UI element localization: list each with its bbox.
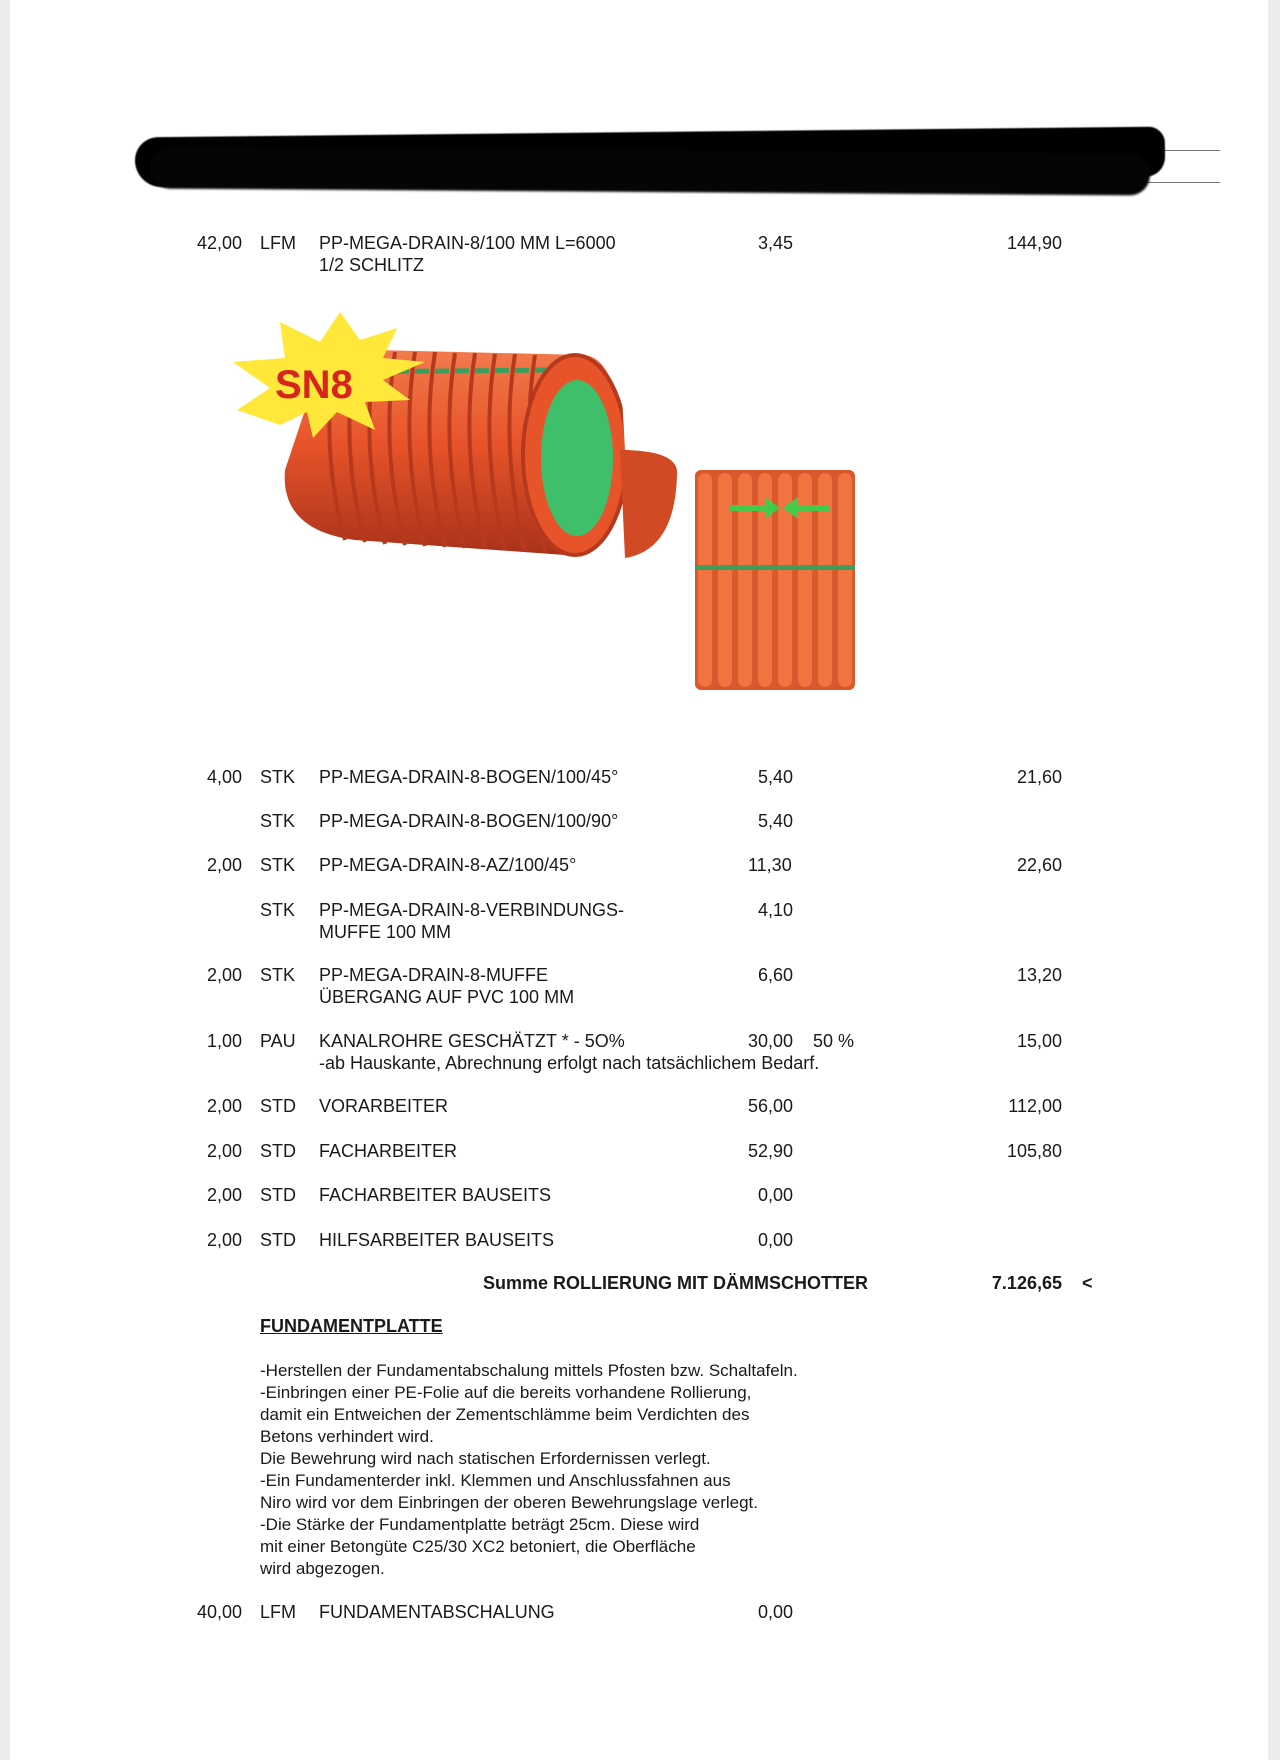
unit: PAU [260,1031,296,1051]
section-title: FUNDAMENTPLATTE [260,1316,443,1336]
qty: 2,00 [206,1141,242,1161]
description-line: mit einer Betongüte C25/30 XC2 betoniert, die Oberfläche [260,1537,696,1556]
unit: STD [260,1141,296,1161]
line-total: 22,60 [1016,855,1062,875]
unit-price: 0,00 [758,1230,794,1250]
unit: LFM [260,233,296,253]
description: PP-MEGA-DRAIN-8-BOGEN/100/45° [319,767,619,787]
unit-price: 30,00 [748,1031,794,1051]
sum-marker: < [1082,1273,1093,1293]
unit: LFM [260,1602,296,1622]
description-line-2: ÜBERGANG AUF PVC 100 MM [319,987,575,1007]
description-line: -Herstellen der Fundamentabschalung mittels Pfosten bzw. Schaltafeln. [260,1361,798,1380]
line-total: 15,00 [1016,1031,1062,1051]
description-line-2: MUFFE 100 MM [319,922,452,942]
qty: 40,00 [196,1602,242,1622]
description: PP-MEGA-DRAIN-8-BOGEN/100/90° [319,811,619,831]
pipe-joint-image [690,465,860,695]
section-description [260,1360,798,1580]
unit-price: 6,60 [758,965,794,985]
unit: STK [260,811,296,831]
discount-percent: 50 % [813,1031,855,1051]
line-total: 13,20 [1016,965,1062,985]
section-sum-value: 7.126,65 [991,1273,1062,1293]
qty: 2,00 [206,965,242,985]
line-total: 144,90 [1006,233,1062,253]
qty: 2,00 [206,1185,242,1205]
unit: STK [260,855,296,875]
unit: STK [260,900,296,920]
qty: 4,00 [206,767,242,787]
unit-price: 0,00 [758,1185,794,1205]
qty: 2,00 [206,1096,242,1116]
line-total: 105,80 [1006,1141,1062,1161]
description-line: -Einbringen einer PE-Folie auf die bereits vorhandene Rollierung, [260,1383,752,1402]
unit-price: 0,00 [758,1602,794,1622]
redaction-bar-shadow [150,147,1150,196]
description: PP-MEGA-DRAIN-8/100 MM L=6000 [319,233,616,253]
line-total: 112,00 [1008,1096,1062,1116]
pipe-product-image [225,300,705,570]
unit-price: 11,30 [748,855,792,875]
unit: STK [260,965,296,985]
description: PP-MEGA-DRAIN-8-VERBINDUNGS- [319,900,625,920]
unit-price: 56,00 [748,1096,794,1116]
description: VORARBEITER [319,1096,449,1116]
qty: 2,00 [206,855,242,875]
unit-price: 5,40 [758,767,794,787]
unit-price: 5,40 [758,811,794,831]
description: KANALROHRE GESCHÄTZT * - 5O% [319,1031,625,1051]
unit: STK [260,767,296,787]
unit-price: 52,90 [748,1141,794,1161]
unit-price: 4,10 [758,900,794,920]
unit: STD [260,1096,296,1116]
description-line-2: 1/2 SCHLITZ [319,255,425,275]
document-page [10,0,1268,1760]
description-note: -ab Hauskante, Abrechnung erfolgt nach tatsächlichem Bedarf. [319,1053,820,1073]
description-line: Betons verhindert wird. [260,1427,434,1446]
unit: STD [260,1185,296,1205]
unit-price: 3,45 [758,233,794,253]
description-line: damit ein Entweichen der Zementschlämme beim Verdichten des [260,1405,750,1424]
description: PP-MEGA-DRAIN-8-AZ/100/45° [319,855,577,875]
description: FACHARBEITER BAUSEITS [319,1185,552,1205]
description-line: -Die Stärke der Fundamentplatte beträgt 25cm. Diese wird [260,1515,700,1534]
description: PP-MEGA-DRAIN-8-MUFFE [319,965,548,985]
qty: 2,00 [206,1230,242,1250]
section-sum-label: Summe ROLLIERUNG MIT DÄMMSCHOTTER [483,1273,868,1293]
description: FUNDAMENTABSCHALUNG [319,1602,555,1622]
unit: STD [260,1230,296,1250]
description-line: wird abgezogen. [260,1559,385,1578]
description: FACHARBEITER [319,1141,458,1161]
qty: 1,00 [206,1031,242,1051]
line-total: 21,60 [1016,767,1062,787]
description-line: Niro wird vor dem Einbringen der oberen Bewehrungslage verlegt. [260,1493,758,1512]
description-line: Die Bewehrung wird nach statischen Erfordernissen verlegt. [260,1449,711,1468]
sn8-badge-text: SN8 [275,363,353,407]
description: HILFSARBEITER BAUSEITS [319,1230,555,1250]
qty: 42,00 [196,233,242,253]
description-line: -Ein Fundamenterder inkl. Klemmen und Anschlussfahnen aus [260,1471,731,1490]
